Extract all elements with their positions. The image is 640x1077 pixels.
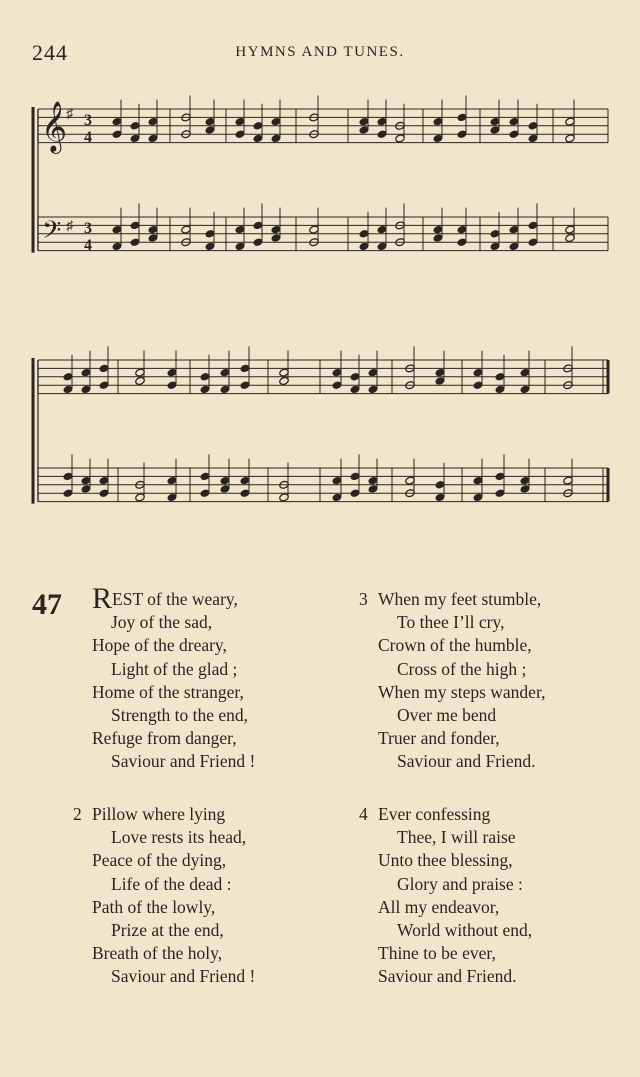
stanza-line: Crown of the humble, <box>378 635 532 656</box>
stanza-3 <box>359 588 546 774</box>
stanza-line: Cross of the high ; <box>397 658 527 679</box>
treble-clef-icon: 𝄞 <box>41 101 68 152</box>
stanza-2 <box>73 803 256 989</box>
stanza-4 <box>359 803 533 989</box>
stanza-line: Prize at the end, <box>111 919 224 940</box>
stanza-line: Light of the glad ; <box>111 658 238 679</box>
stanza-line: Hope of the dreary, <box>92 635 227 656</box>
stanza-line: Strength to the end, <box>111 704 249 725</box>
stanza-line: Thee, I will raise <box>397 827 516 848</box>
stanza-line: Saviour and Friend ! <box>111 966 256 987</box>
stanza-line-text: EST of the weary, <box>112 589 238 609</box>
stanza-line: Thine to be ever, <box>378 943 496 964</box>
stanza-1 <box>92 582 256 774</box>
stanza-line <box>359 588 545 611</box>
stanza-line: To thee I’ll cry, <box>397 612 505 633</box>
page-number: 244 <box>32 40 68 65</box>
stanza-line: Saviour and Friend. <box>397 751 536 772</box>
stanza-line: Over me bend <box>397 704 497 725</box>
time-signature-top: 3 <box>84 220 92 237</box>
key-signature-icon: ♯ <box>66 219 73 234</box>
stanza-line: Home of the stranger, <box>92 681 244 702</box>
hymn-number: 47 <box>32 588 62 621</box>
verse-number: 3 <box>359 589 368 609</box>
stanza-line: World without end, <box>397 919 533 940</box>
stanza-line: Saviour and Friend ! <box>111 751 256 772</box>
running-head: HYMNS AND TUNES. <box>235 44 405 60</box>
stanza-line <box>92 582 255 615</box>
stanza-line: Breath of the holy, <box>92 943 223 964</box>
stanza-line: Truer and fonder, <box>378 728 500 749</box>
verse-number: 2 <box>73 804 82 824</box>
stanza-line-text: Pillow where lying <box>92 804 226 824</box>
stanza-line: All my endeavor, <box>378 896 500 917</box>
stanza-line-text: When my feet stumble, <box>378 589 542 609</box>
stanza-line: Refuge from danger, <box>92 728 237 749</box>
bass-clef-icon: 𝄢 <box>42 216 62 251</box>
stanza-line: When my steps wander, <box>378 681 546 702</box>
verse-number: 4 <box>359 804 368 824</box>
stanza-line: Unto thee blessing, <box>378 850 513 871</box>
time-signature-bottom: 4 <box>84 237 92 254</box>
stanza-line <box>73 803 255 826</box>
stanza-line: Path of the lowly, <box>92 896 216 917</box>
stanza-line: Saviour and Friend. <box>378 966 517 987</box>
stanza-line: Peace of the dying, <box>92 850 227 871</box>
stanza-line-text: Ever confessing <box>378 804 491 824</box>
drop-cap: R <box>92 582 113 615</box>
time-signature-top: 3 <box>84 112 92 129</box>
stanza-line: Glory and praise : <box>397 873 523 894</box>
time-signature-bottom: 4 <box>84 129 92 146</box>
key-signature-icon: ♯ <box>66 107 73 122</box>
stanza-line <box>359 803 532 826</box>
stanza-line: Joy of the sad, <box>111 612 213 633</box>
stanza-line: Love rests its head, <box>111 827 247 848</box>
stanza-line: Life of the dead : <box>111 873 232 894</box>
